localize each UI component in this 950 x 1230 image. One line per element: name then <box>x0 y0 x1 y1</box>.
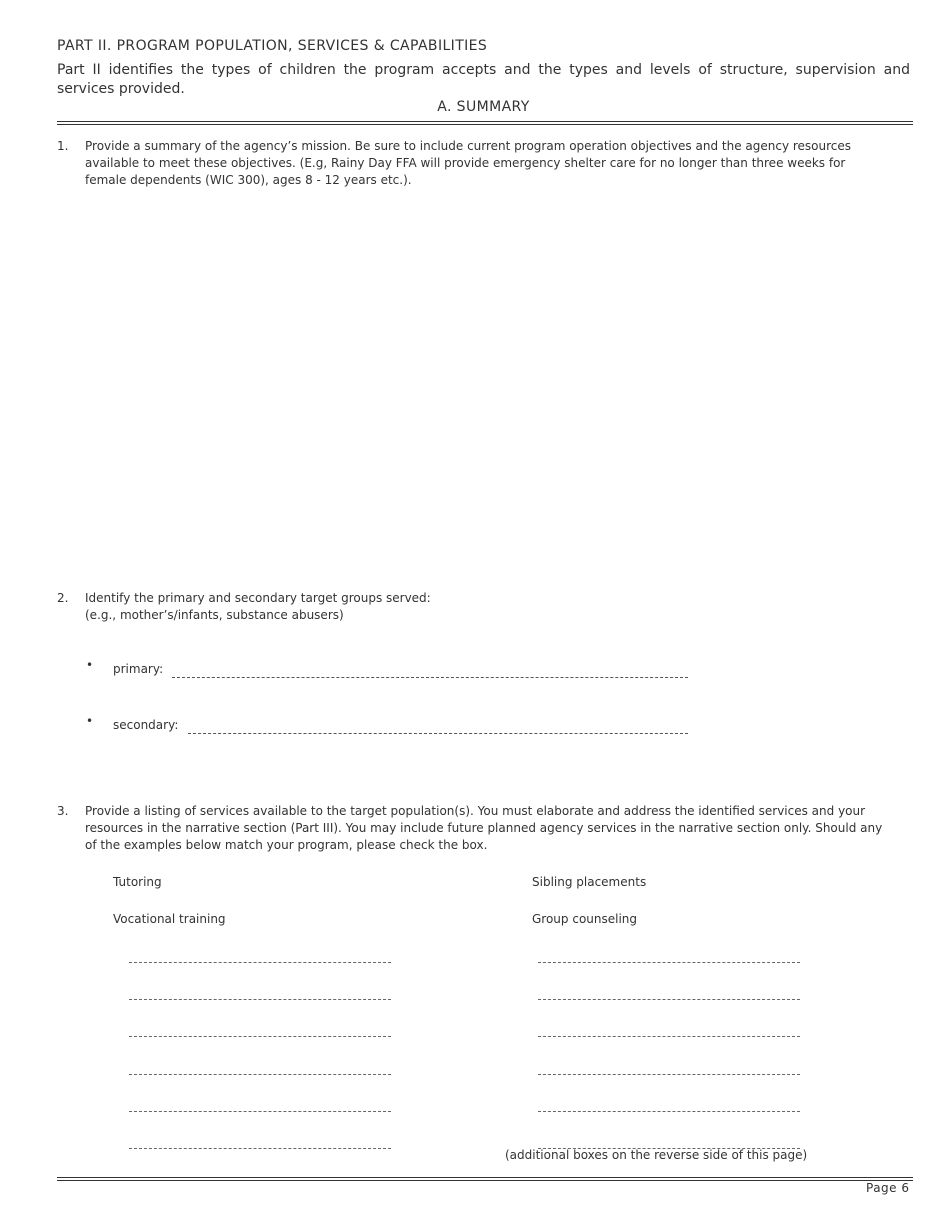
service-vocational-training[interactable]: Vocational training <box>113 912 226 926</box>
section-heading: A. SUMMARY <box>437 99 530 115</box>
bullet-icon: • <box>86 714 94 728</box>
question-1-text: Provide a summary of the agency’s mission. Be sure to include current program operation objectives and the agency resources available to meet these objectives. (E.g, Rainy Day FFA will provide emergency shelter care for no longer than three weeks for female dependents (WIC 300), ages 8 - 12 years etc.). <box>85 139 852 187</box>
question-3-number: 3. <box>57 804 69 818</box>
additional-boxes-note: (additional boxes on the reverse side of this page) <box>505 1148 808 1162</box>
page-number: Page 6 <box>866 1181 910 1195</box>
question-2-line1: Identify the primary and secondary target groups served: <box>85 591 431 605</box>
blank-service-line[interactable] <box>129 962 391 963</box>
secondary-label: secondary: <box>113 718 179 732</box>
service-group-counseling[interactable]: Group counseling <box>532 912 638 926</box>
blank-service-line[interactable] <box>538 1111 800 1112</box>
bullet-icon: • <box>86 658 94 672</box>
footer-rule-top <box>57 1177 913 1178</box>
blank-service-line[interactable] <box>538 962 800 963</box>
secondary-target-input[interactable] <box>188 717 688 734</box>
blank-service-line[interactable] <box>129 1111 391 1112</box>
service-sibling-placements[interactable]: Sibling placements <box>532 875 647 889</box>
question-1-number: 1. <box>57 139 69 153</box>
part-title: PART II. PROGRAM POPULATION, SERVICES & CAPABILITIES <box>57 38 488 54</box>
primary-target-input[interactable] <box>172 661 688 678</box>
footer-rule-bottom <box>57 1180 913 1181</box>
blank-service-line[interactable] <box>538 1074 800 1075</box>
heading-rule-top <box>57 121 913 122</box>
primary-label: primary: <box>113 662 164 676</box>
heading-rule-bottom <box>57 124 913 125</box>
part-intro: Part II identifies the types of children the program accepts and the types and levels of structure, supervision and services provided. <box>57 62 910 97</box>
mission-summary-field[interactable] <box>85 195 914 584</box>
blank-service-line[interactable] <box>129 1148 391 1149</box>
question-2-number: 2. <box>57 591 69 605</box>
blank-service-line[interactable] <box>129 999 391 1000</box>
blank-service-line[interactable] <box>129 1036 391 1037</box>
blank-service-line[interactable] <box>129 1074 391 1075</box>
blank-service-line[interactable] <box>538 1036 800 1037</box>
question-3-text: Provide a listing of services available to the target population(s). You must elaborate and address the identified services and your resources in the narrative section (Part III). You may include future planned agency services in the narrative section only. Should any of the examples below match your program, please check the box. <box>85 804 883 852</box>
question-2-line2: (e.g., mother’s/infants, substance abusers) <box>85 608 344 622</box>
blank-service-line[interactable] <box>538 999 800 1000</box>
service-tutoring[interactable]: Tutoring <box>113 875 162 889</box>
